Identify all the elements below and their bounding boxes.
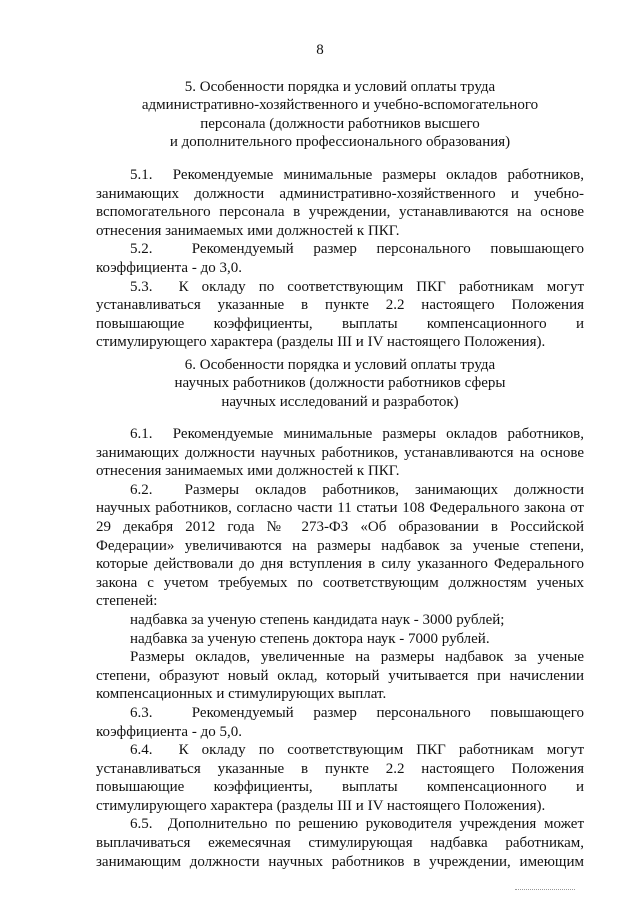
line-text: Дополнительно по решению руководителя учреждения может — [167, 816, 585, 833]
section-6-heading — [96, 356, 584, 411]
text-line — [96, 815, 584, 834]
text-line — [96, 704, 584, 723]
paragraph-6-1 — [96, 425, 584, 481]
line-text: Рекомендуемый размер персонального повышающего — [191, 241, 585, 258]
heading-line: персонала (должности работников высшего — [200, 115, 480, 132]
text-line: коэффициента - до 3,0. — [96, 259, 242, 276]
paragraph-5-1 — [96, 166, 584, 240]
line-text: К окладу по соответствующим ПКГ работникам могут — [178, 742, 584, 759]
text-line: 29 декабря 2012 года № 273-ФЗ «Об образовании в Российской — [96, 518, 584, 535]
text-line: стимулирующего характера (разделы III и IV настоящего Положения). — [96, 797, 546, 814]
text-line — [96, 166, 584, 185]
page-number: 8 — [316, 42, 324, 58]
line-text: Рекомендуемые минимальные размеры окладов работников, — [172, 426, 585, 442]
clause-number: 6.3. — [130, 704, 153, 721]
text-line: выплачиваться ежемесячная стимулирующая надбавка работникам, — [96, 835, 584, 852]
clause-number: 6.4. — [130, 742, 153, 759]
text-line — [96, 425, 584, 444]
text-line: стимулирующего характера (разделы III и IV настоящего Положения). — [96, 334, 546, 351]
text-line: устанавливаться указанные в пункте 2.2 настоящего Положения — [96, 760, 584, 777]
paragraph-5-3 — [96, 278, 584, 352]
line-text: Рекомендуемые минимальные размеры окладов работников, — [172, 167, 585, 183]
text-line: занимающих должности научных работников, устанавливаются на основе — [96, 444, 584, 461]
text-line: Федерации» увеличиваются на размеры надбавок за ученые степени, — [96, 537, 584, 554]
text-line: отнесения занимаемых ими должностей к ПКГ. — [96, 463, 400, 480]
allowance-line: надбавка за ученую степень кандидата наук - 3000 рублей; — [130, 611, 505, 628]
clause-number: 6.1. — [130, 426, 153, 442]
text-line — [96, 240, 584, 259]
line-text: Размеры окладов работников, занимающих должности — [184, 481, 584, 498]
text-line: коэффициента - до 5,0. — [96, 723, 242, 740]
clause-number: 6.5. — [130, 816, 153, 833]
line-text: Рекомендуемый размер персонального повышающего — [191, 704, 585, 721]
text-line: повышающие коэффициенты, выплаты компенсационного и — [96, 315, 584, 332]
paragraph-6-3 — [96, 704, 584, 741]
text-line: отнесения занимаемых ими должностей к ПКГ. — [96, 222, 400, 239]
paragraph-6-5 — [96, 815, 584, 871]
clause-number: 5.3. — [130, 278, 153, 295]
line-text: К окладу по соответствующим ПКГ работникам могут — [178, 278, 584, 295]
clause-number: 5.2. — [130, 241, 153, 258]
text-line: устанавливаться указанные в пункте 2.2 настоящего Положения — [96, 297, 584, 314]
text-line: которые действовали до дня вступления в силу указанного Федерального — [96, 556, 584, 573]
text-line: занимающих должности административно-хозяйственного и учебно- — [96, 185, 584, 202]
text-line — [96, 481, 584, 500]
heading-line: научных исследований и разработок) — [221, 393, 459, 410]
section-5-heading — [96, 78, 584, 151]
text-line: вспомогательного персонала в учреждении, устанавливаются на основе — [96, 204, 584, 221]
paragraph-6-2 — [96, 481, 584, 704]
text-line: компенсационных и стимулирующих выплат. — [96, 686, 387, 703]
text-line: закона с учетом требуемых по соответствующим должностям ученых — [96, 574, 584, 591]
heading-line: административно-хозяйственного и учебно-вспомогательного — [141, 97, 539, 114]
text-line: научных работников, согласно части 11 статьи 108 Федерального закона от — [96, 500, 584, 517]
text-line — [96, 278, 584, 297]
text-line: повышающие коэффициенты, выплаты компенсационного и — [96, 779, 584, 796]
section-6-body — [96, 425, 584, 871]
heading-line: 6. Особенности порядка и условий оплаты труда — [184, 357, 496, 373]
text-line: степени, образуют новый оклад, который учитывается при начислении — [96, 667, 584, 684]
paragraph-6-4 — [96, 741, 584, 815]
text-line — [96, 741, 584, 760]
clause-number: 5.1. — [130, 167, 153, 183]
heading-line: 5. Особенности порядка и условий оплаты труда — [184, 79, 496, 95]
heading-line: научных работников (должности работников сферы — [174, 375, 506, 392]
section-5-body — [96, 166, 584, 352]
text-line: степеней: — [96, 593, 158, 610]
text-line: занимающим должности научных работников в учреждении, имеющим — [96, 853, 584, 870]
paragraph-5-2 — [96, 240, 584, 277]
scan-artifact — [515, 889, 575, 890]
heading-line: и дополнительного профессионального образования) — [169, 133, 511, 150]
text-line: Размеры окладов, увеличенные на размеры надбавок за ученые — [130, 649, 584, 666]
clause-number: 6.2. — [130, 481, 153, 498]
allowance-line: надбавка за ученую степень доктора наук - 7000 рублей. — [130, 630, 490, 647]
